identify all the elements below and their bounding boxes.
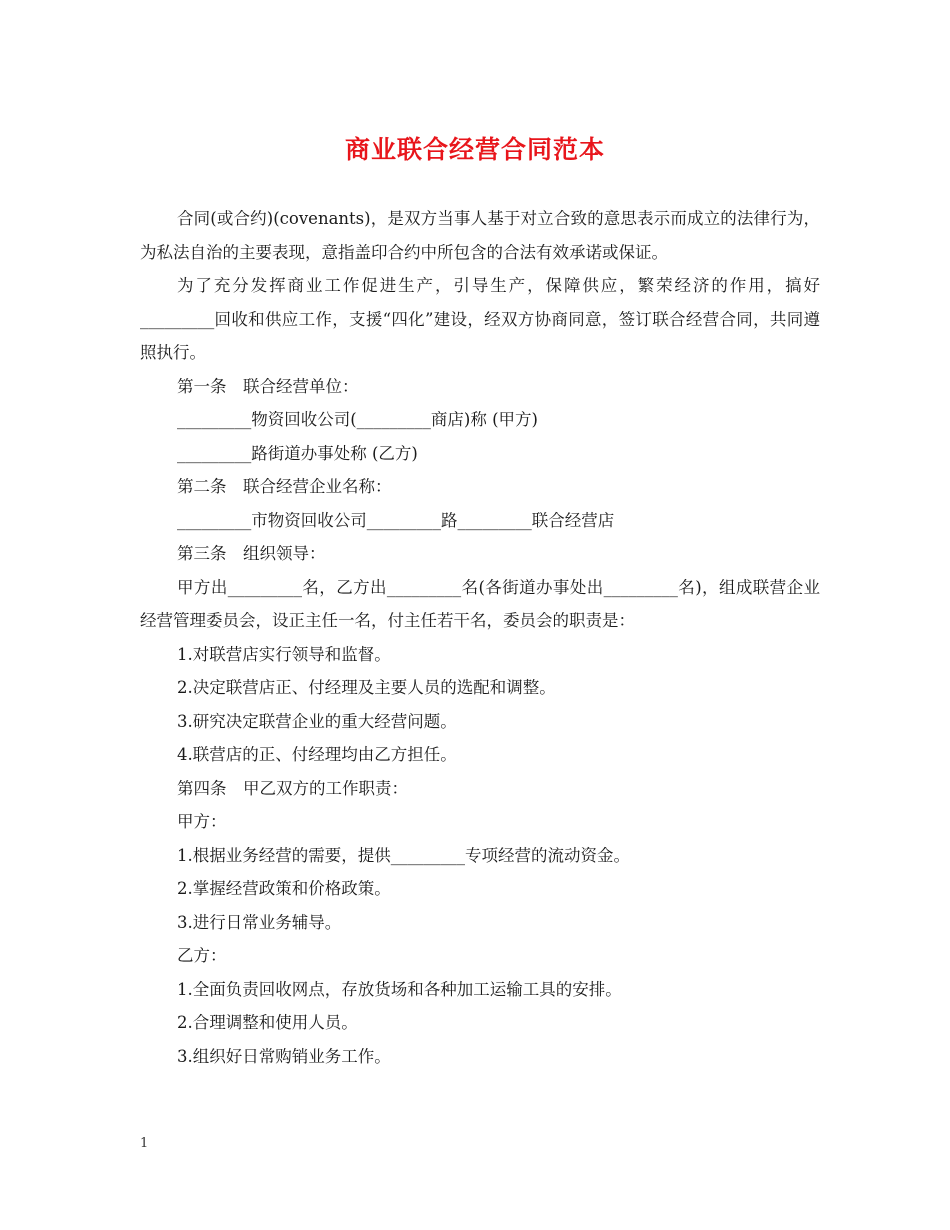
committee-duty-4: 4.联营店的正、付经理均由乙方担任。 [177,745,457,764]
party-b-duty-1: 1.全面负责回收网点，存放货场和各种加工运输工具的安排。 [177,979,622,999]
party-b-line: _________路街道办事处称 (乙方) [177,443,418,463]
party-b-duty-2: 2.合理调整和使用人员。 [177,1013,358,1032]
party-a-label: 甲方： [177,812,227,831]
party-a-duty-3: 3.进行日常业务辅导。 [177,912,342,932]
page-number: 1 [140,1136,149,1151]
article-2-heading: 第二条 联合经营企业名称： [177,477,392,496]
committee-duty-1: 1.对联营店实行领导和监督。 [177,644,391,664]
document-title: 商业联合经营合同范本 [344,135,605,164]
paragraph-intro: 合同(或合约)(covenants)，是双方当事人基于对立合致的意思表示而成立的法律行为，为私法自治的主要表现，意指盖印合约中所包含的合法有效承诺或保证。 [140,209,820,262]
party-b-label: 乙方： [177,946,227,965]
party-a-line: _________物资回收公司(_________商店)称 (甲方) [177,410,538,429]
article-4-heading: 第四条 甲乙双方的工作职责： [177,778,408,798]
party-a-duty-2: 2.掌握经营政策和价格政策。 [177,879,391,898]
paragraph-purpose: 为了充分发挥商业工作促进生产，引导生产，保障供应，繁荣经济的作用，搞好_________回收和供应工作，支援“四化”建设，经双方协商同意，签订联合经营合同，共同遵照执行。 [140,276,820,362]
party-b-duty-3: 3.组织好日常购销业务工作。 [177,1046,391,1066]
enterprise-name-line: _________市物资回收公司_________路_________联合经营店 [177,510,615,530]
document-body [140,202,820,1073]
committee-duty-2: 2.决定联营店正、付经理及主要人员的选配和调整。 [177,678,556,697]
article-3-heading: 第三条 组织领导： [177,544,326,563]
committee-duty-3: 3.研究决定联营企业的重大经营问题。 [177,711,457,731]
article-1-heading: 第一条 联合经营单位： [177,376,359,396]
party-a-duty-1: 1.根据业务经营的需要，提供_________专项经营的流动资金。 [177,845,630,865]
committee-paragraph: 甲方出_________名，乙方出_________名(各街道办事处出_________名)，组成联营企业经营管理委员会，设正主任一名，付主任若干名，委员会的职责是： [140,577,820,630]
